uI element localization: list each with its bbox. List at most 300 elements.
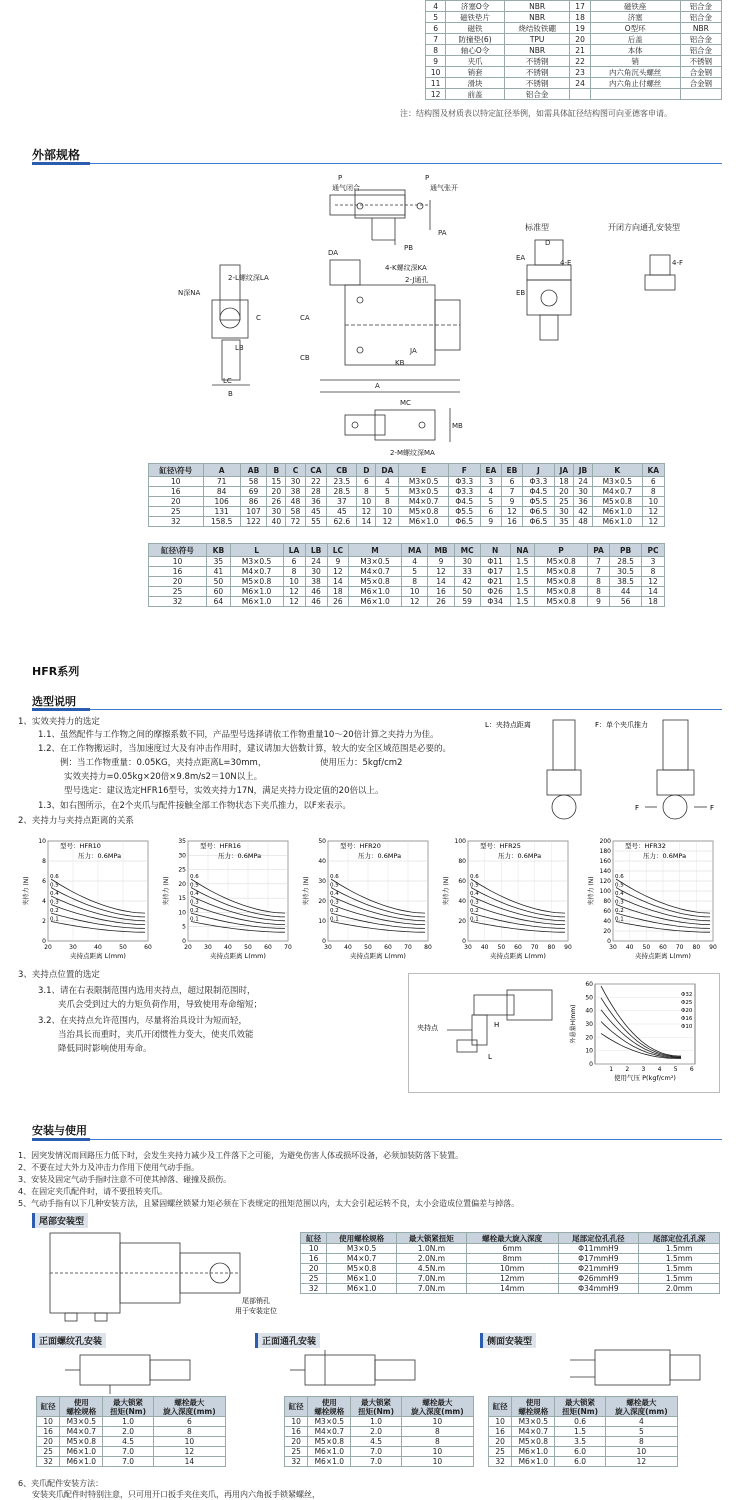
table-cell: 58 — [286, 507, 305, 517]
series-label: 0.1 — [330, 916, 339, 923]
table-cell: 1.5mm — [639, 1264, 720, 1274]
table-row — [489, 1447, 678, 1457]
table-cell: 22 — [305, 477, 327, 487]
table-cell: 8 — [587, 577, 609, 587]
y-tick-label: 60 — [585, 981, 593, 988]
table-cell: 4.5 — [103, 1437, 154, 1447]
x-tick-label: 60 — [659, 944, 667, 951]
x-tick-label: 50 — [119, 944, 127, 951]
sel-line: 型号选定：建议选定HFR16型号，实效夹持力17N，满足夹持力设定值的20倍以上。 — [64, 786, 384, 796]
table-cell: Φ5.5 — [448, 507, 480, 517]
table-row — [489, 1437, 678, 1447]
table-cell: M3×0.5 — [512, 1417, 555, 1427]
install-line: 4、在固定夹爪配件时，请不要扭转夹爪。 — [18, 1187, 168, 1196]
table-cell: O型环 — [590, 23, 680, 34]
table-cell: 10 — [357, 497, 376, 507]
table-cell: 3.5 — [555, 1437, 606, 1447]
table-header-cell: AB — [240, 464, 266, 477]
table-cell: 28.5 — [610, 557, 642, 567]
table-cell: NBR — [504, 12, 570, 23]
label-p-close: 通气闭合 — [332, 184, 360, 192]
table-cell: 10 — [401, 1417, 473, 1427]
table-cell: M4×0.7 — [327, 1254, 397, 1264]
y-tick-label: 0 — [182, 938, 186, 945]
table-cell: 20 — [37, 1437, 60, 1447]
table-cell: 58 — [240, 477, 266, 487]
side-mount-table — [488, 1396, 678, 1467]
table-cell: 37 — [327, 497, 357, 507]
table-cell: 2.0mm — [639, 1284, 720, 1294]
table-cell: 8 — [401, 1437, 473, 1447]
label-ca: CA — [300, 314, 310, 322]
table-cell: Φ3.3 — [523, 477, 555, 487]
table-cell: 1.5 — [510, 587, 535, 597]
table-cell: 7 — [587, 557, 609, 567]
y-tick-label: 200 — [599, 838, 611, 845]
series-line-0.6 — [331, 879, 425, 913]
series-line-0.6 — [191, 879, 285, 913]
y-axis-label: 夹持力 (N) — [23, 876, 30, 906]
label-a: A — [375, 382, 380, 390]
table-cell: 32 — [489, 1457, 512, 1467]
label-standard: 标准型 — [525, 223, 549, 232]
table-header-row — [149, 464, 665, 477]
table-cell: 1.5 — [510, 597, 535, 607]
table-cell: 48 — [573, 517, 592, 527]
table-row — [285, 1427, 474, 1437]
table-cell: M6×1.0 — [60, 1457, 103, 1467]
table-cell: 1.0 — [103, 1417, 154, 1427]
table-header-cell: 最大锁紧扭矩 — [397, 1233, 467, 1244]
table-cell: M6×1.0 — [327, 1274, 397, 1284]
chart-pressure-label: 压力：0.6MPa — [498, 852, 542, 860]
table-cell: M4×0.7 — [512, 1427, 555, 1437]
y-tick-label: 0 — [42, 938, 46, 945]
table-cell: M5×0.8 — [230, 577, 283, 587]
x-tick-label: 70 — [675, 944, 684, 951]
table-cell: 55 — [305, 517, 327, 527]
table-header-cell: D — [357, 464, 376, 477]
series-label: 0.6 — [50, 874, 59, 880]
dimension-table-1 — [148, 463, 665, 527]
x-tick-label: 20 — [44, 944, 52, 951]
table-cell: 9 — [480, 517, 501, 527]
table-header-cell: 缸径 — [489, 1397, 512, 1417]
table-header-cell: LB — [305, 544, 327, 557]
table-cell: Φ11mmH9 — [558, 1244, 639, 1254]
series-label: 0.5 — [470, 882, 479, 889]
x-tick-label: 40 — [625, 944, 634, 951]
series-line-0.3 — [191, 905, 285, 925]
table-header-cell: 使用螺栓规格 — [327, 1233, 397, 1244]
y-tick-label: 40 — [603, 918, 611, 925]
table-cell: 6 — [642, 477, 664, 487]
table-header-cell: 最大锁紧 扭矩(Nm) — [555, 1397, 606, 1417]
table-cell: M6×1.0 — [349, 597, 402, 607]
table-cell: 23.5 — [327, 477, 357, 487]
table-cell: 9 — [587, 597, 609, 607]
table-cell: 1.5 — [555, 1427, 606, 1437]
front-thread-figure — [60, 1350, 210, 1395]
series-label: 0.2 — [50, 908, 59, 914]
series-label: 0.6 — [330, 874, 339, 880]
force-chart-hfr25 — [440, 833, 578, 968]
table-cell: 9 — [426, 56, 446, 67]
table-cell: 12 — [401, 597, 427, 607]
table-row — [489, 1417, 678, 1427]
parts-note: 注：结构图及材质表以特定缸径举例，如需具体缸径结构图可向亚德客申请。 — [400, 109, 672, 118]
table-cell: NBR — [504, 1, 570, 12]
table-cell: 7.0 — [351, 1447, 402, 1457]
table-cell — [590, 89, 680, 100]
table-cell: 10 — [37, 1417, 60, 1427]
table-cell: 16 — [149, 487, 204, 497]
table-cell: 11 — [426, 78, 446, 89]
x-tick-label: 70 — [530, 944, 539, 951]
legend-label: Φ32 — [681, 992, 693, 998]
table-cell: 铝合金 — [504, 89, 570, 100]
table-row — [426, 45, 722, 56]
install-item-6: 6、夹爪配件安装方法： — [18, 1479, 104, 1488]
install-line: 3、安装及固定气动手指时注意不可使其掉落、碰撞及损伤。 — [18, 1175, 232, 1184]
table-cell: TPU — [504, 34, 570, 45]
table-cell: 后盖 — [590, 34, 680, 45]
table-cell: 24 — [570, 78, 590, 89]
side-mount-figure — [565, 1345, 715, 1395]
table-cell: 20 — [149, 497, 204, 507]
table-cell: M3×0.5 — [399, 487, 449, 497]
table-header-cell: 最大锁紧 扭矩(Nm) — [103, 1397, 154, 1417]
label-n-hole: N深NA — [178, 289, 201, 297]
label-through: 开闭方向通孔安装型 — [608, 223, 680, 232]
table-cell: M5×0.8 — [399, 507, 449, 517]
table-cell: 9 — [428, 557, 454, 567]
label-mb: MB — [452, 422, 463, 430]
table-cell: 62.6 — [327, 517, 357, 527]
y-tick-label: 60 — [603, 908, 611, 915]
table-cell: 35 — [207, 557, 231, 567]
table-cell: 10 — [283, 577, 305, 587]
table-cell: M6×1.0 — [349, 587, 402, 597]
table-cell: M4×0.7 — [230, 567, 283, 577]
y-tick-label: 20 — [178, 880, 186, 888]
y-tick-label: 20 — [458, 918, 466, 925]
x-tick-label: 80 — [547, 944, 556, 951]
series-line-Φ32 — [601, 986, 681, 1056]
y-tick-label: 0 — [462, 938, 466, 945]
table-cell: 158.5 — [203, 517, 240, 527]
y-tick-label: 4 — [42, 898, 46, 905]
legend-label: Φ25 — [681, 1000, 693, 1006]
table-header-cell: 螺栓最大 旋入深度(mm) — [605, 1397, 677, 1417]
x-tick-label: 30 — [69, 944, 77, 951]
table-cell: 5 — [376, 487, 399, 497]
x-tick-label: 1 — [609, 1066, 614, 1073]
table-cell: 4 — [376, 477, 399, 487]
table-cell: 4 — [605, 1417, 677, 1427]
table-cell: 2.0N.m — [397, 1254, 467, 1264]
table-cell: 18 — [554, 477, 573, 487]
series-line-0.2 — [191, 913, 285, 928]
x-axis-label: 夹持点距离 L(mm) — [210, 952, 266, 960]
label-l-thread: 2-L螺纹深LA — [228, 274, 269, 282]
selection-title: 选型说明 — [32, 695, 76, 708]
table-row — [426, 12, 722, 23]
table-header-row — [489, 1397, 678, 1417]
section-accent — [32, 162, 90, 165]
x-tick-label: 3 — [641, 1066, 646, 1073]
table-row — [149, 597, 665, 607]
x-tick-label: 60 — [384, 944, 392, 951]
y-tick-label: 30 — [178, 852, 186, 860]
y-axis-label: 夹持力 (N) — [443, 876, 450, 906]
table-cell: 12 — [642, 507, 664, 517]
table-header-cell: 使用 螺栓规格 — [308, 1397, 351, 1417]
series-label: 0.6 — [190, 874, 199, 880]
chart-model-label: 型号：HFR25 — [480, 842, 521, 850]
y-tick-label: 160 — [599, 858, 611, 865]
table-header-cell: NA — [510, 544, 535, 557]
table-cell: 72 — [286, 517, 305, 527]
x-axis-label: 夹持点距离 L(mm) — [635, 952, 691, 960]
table-cell: 24 — [305, 557, 327, 567]
x-tick-label: 30 — [204, 944, 212, 951]
table-cell: 24 — [573, 477, 592, 487]
label-c: C — [256, 314, 261, 322]
table-header-cell: A — [203, 464, 240, 477]
y-tick-label: 30 — [585, 1021, 593, 1028]
table-header-cell: K — [593, 464, 643, 477]
table-cell: 6mm — [466, 1244, 558, 1254]
table-cell: 18 — [570, 12, 590, 23]
table-header-cell: L — [230, 544, 283, 557]
table-cell: M3×0.5 — [308, 1417, 351, 1427]
table-cell: 12 — [357, 507, 376, 517]
label-m-thread: 2-M螺纹深MA — [390, 449, 435, 457]
force-chart-hfr10 — [20, 833, 158, 968]
y-axis-label: 夹持力 (N) — [163, 876, 170, 906]
overhang-chart — [565, 978, 720, 1090]
label-p-right: P — [425, 174, 430, 182]
table-cell: 不锈钢 — [504, 56, 570, 67]
table-cell: 32 — [149, 597, 207, 607]
table-cell: 26 — [327, 597, 349, 607]
x-tick-label: 40 — [94, 944, 102, 951]
y-tick-label: 50 — [318, 838, 326, 845]
table-cell: 8 — [642, 487, 664, 497]
table-cell: M6×1.0 — [327, 1284, 397, 1294]
y-axis-label: 夹持力 (N) — [303, 876, 310, 906]
table-cell: M4×0.7 — [593, 487, 643, 497]
table-header-cell: N — [480, 544, 510, 557]
label-k-thread: 4-K螺纹深KA — [385, 264, 427, 272]
table-header-row — [285, 1397, 474, 1417]
table-cell: 38.5 — [610, 577, 642, 587]
table-cell: M6×1.0 — [308, 1447, 351, 1457]
table-row — [426, 1, 722, 12]
table-cell: 25 — [554, 497, 573, 507]
table-cell: 20 — [267, 487, 286, 497]
table-cell: 6 — [283, 557, 305, 567]
x-tick-label: 50 — [642, 944, 651, 951]
y-axis-label: 外悬量H(mm) — [570, 1004, 577, 1044]
table-cell: M6×1.0 — [512, 1457, 555, 1467]
table-cell: 内六角止付螺丝 — [590, 78, 680, 89]
table-cell: 122 — [240, 517, 266, 527]
table-cell: 3 — [480, 477, 501, 487]
table-cell: 济塞 — [590, 12, 680, 23]
table-row — [149, 497, 665, 507]
table-cell: 16 — [37, 1427, 60, 1437]
table-cell: Φ6.5 — [523, 517, 555, 527]
table-cell: 16 — [285, 1427, 308, 1437]
table-cell: M5×0.8 — [60, 1437, 103, 1447]
label-p-left: P — [338, 174, 343, 182]
dimension-drawing — [160, 170, 720, 460]
table-cell: M3×0.5 — [399, 477, 449, 487]
table-cell: 8 — [376, 497, 399, 507]
table-header-cell: DA — [376, 464, 399, 477]
table-cell: M4×0.7 — [60, 1427, 103, 1437]
table-cell: 7 — [587, 567, 609, 577]
series-label: 0.2 — [470, 908, 479, 914]
label-pb: PB — [404, 244, 414, 252]
x-tick-label: 50 — [364, 944, 372, 951]
table-cell: 28.5 — [327, 487, 357, 497]
table-cell: 18 — [642, 597, 665, 607]
table-cell: M5×0.8 — [308, 1437, 351, 1447]
label-lb: LB — [235, 344, 244, 352]
series-label: 0.3 — [330, 899, 339, 906]
table-cell: M5×0.8 — [349, 577, 402, 587]
table-cell: 6 — [426, 23, 446, 34]
table-cell: Φ26 — [480, 587, 510, 597]
sel-line: 1.1、虽然配件与工作物之间的摩擦系数不同，产品型号选择请依工作物重量10～20倍计算之夹持力为佳。 — [38, 730, 439, 740]
series-label: 0.3 — [190, 899, 199, 906]
table-cell: NBR — [504, 45, 570, 56]
table-cell: M5×0.8 — [512, 1437, 555, 1447]
table-cell: 不锈钢 — [504, 67, 570, 78]
table-cell: 1.5mm — [639, 1254, 720, 1264]
table-cell: 4 — [480, 487, 501, 497]
y-tick-label: 25 — [178, 866, 186, 874]
table-cell: 10 — [642, 497, 664, 507]
section-accent — [32, 1138, 90, 1141]
y-tick-label: 60 — [458, 878, 466, 885]
table-cell: 7.0N.m — [397, 1284, 467, 1294]
series-label: 0.1 — [190, 916, 199, 923]
y-tick-label: 40 — [318, 858, 326, 865]
label-f: 4-F — [672, 259, 684, 267]
chart-model-label: 型号：HFR10 — [60, 842, 101, 850]
table-cell: 防撞垫(6) — [446, 34, 505, 45]
install-title: 安装与使用 — [32, 1124, 87, 1137]
series-label: 0.4 — [50, 891, 59, 897]
table-cell: 1.5mm — [639, 1244, 720, 1254]
y-axis-label: 夹持力 (N) — [588, 876, 595, 906]
y-tick-label: 100 — [454, 838, 466, 845]
table-row — [426, 78, 722, 89]
table-cell: 7.0 — [103, 1457, 154, 1467]
table-header-cell: MB — [428, 544, 454, 557]
table-cell: 7.0 — [103, 1447, 154, 1457]
series-line-0.2 — [331, 913, 425, 928]
dimension-table-2 — [148, 543, 665, 607]
gripper-force-figure — [485, 715, 725, 825]
table-cell — [680, 89, 721, 100]
series-label: 0.1 — [50, 916, 59, 923]
table-cell: 不锈钢 — [504, 78, 570, 89]
table-header-row — [149, 544, 665, 557]
table-cell: 9 — [501, 497, 522, 507]
table-cell: 106 — [203, 497, 240, 507]
hfr-series-title: HFR系列 — [32, 665, 80, 678]
table-cell: 4.5N.m — [397, 1264, 467, 1274]
table-cell: 磁铁垫片 — [446, 12, 505, 23]
label-f-force: F：单个夹爪推力 — [595, 721, 649, 729]
table-cell: 19 — [570, 23, 590, 34]
table-header-cell: P — [535, 544, 588, 557]
table-header-cell: J — [523, 464, 555, 477]
table-cell: 46 — [305, 597, 327, 607]
table-row — [149, 587, 665, 597]
table-cell: 10 — [605, 1447, 677, 1457]
series-label: 0.3 — [615, 899, 624, 906]
table-cell: Φ4.5 — [448, 497, 480, 507]
table-header-cell: 最大锁紧 扭矩(Nm) — [351, 1397, 402, 1417]
table-cell: 26 — [267, 497, 286, 507]
table-cell: 6.0 — [555, 1447, 606, 1457]
table-row — [37, 1427, 226, 1437]
table-cell: 45 — [305, 507, 327, 517]
series-label: 0.4 — [330, 891, 339, 897]
label-clamp-point: 夹持点 — [417, 1024, 438, 1032]
table-cell: Φ34 — [480, 597, 510, 607]
y-tick-label: 20 — [318, 898, 326, 905]
table-cell: 5 — [605, 1427, 677, 1437]
y-tick-label: 10 — [178, 909, 186, 917]
label-pa: PA — [438, 229, 447, 237]
table-cell: 30 — [286, 477, 305, 487]
table-cell: 15 — [267, 477, 286, 487]
y-tick-label: 0 — [607, 938, 611, 945]
table-cell: Φ11 — [480, 557, 510, 567]
table-cell: 8mm — [466, 1254, 558, 1264]
table-cell: 12 — [501, 507, 522, 517]
table-cell: 5 — [401, 567, 427, 577]
y-tick-label: 10 — [585, 1047, 593, 1055]
table-row — [426, 34, 722, 45]
table-cell: 38 — [286, 487, 305, 497]
table-header-cell: PC — [642, 544, 665, 557]
label-kb: KB — [395, 359, 405, 367]
table-header-cell: E — [399, 464, 449, 477]
table-cell: 10 — [401, 1447, 473, 1457]
table-cell: 1.5 — [510, 567, 535, 577]
table-row — [149, 557, 665, 567]
table-cell: 69 — [240, 487, 266, 497]
series-label: 0.3 — [470, 899, 479, 906]
tail-mount-title: 尾部安装型 — [32, 1213, 88, 1228]
table-cell: 14 — [642, 587, 665, 597]
table-cell: 5 — [426, 12, 446, 23]
table-header-cell: 缸径 — [285, 1397, 308, 1417]
table-cell: M5×0.8 — [535, 597, 588, 607]
table-cell: M3×0.5 — [349, 557, 402, 567]
label-l-distance: L：夹持点距离 — [485, 721, 531, 729]
table-cell: 6 — [480, 507, 501, 517]
chart-pressure-label: 压力：0.6MPa — [358, 852, 402, 860]
